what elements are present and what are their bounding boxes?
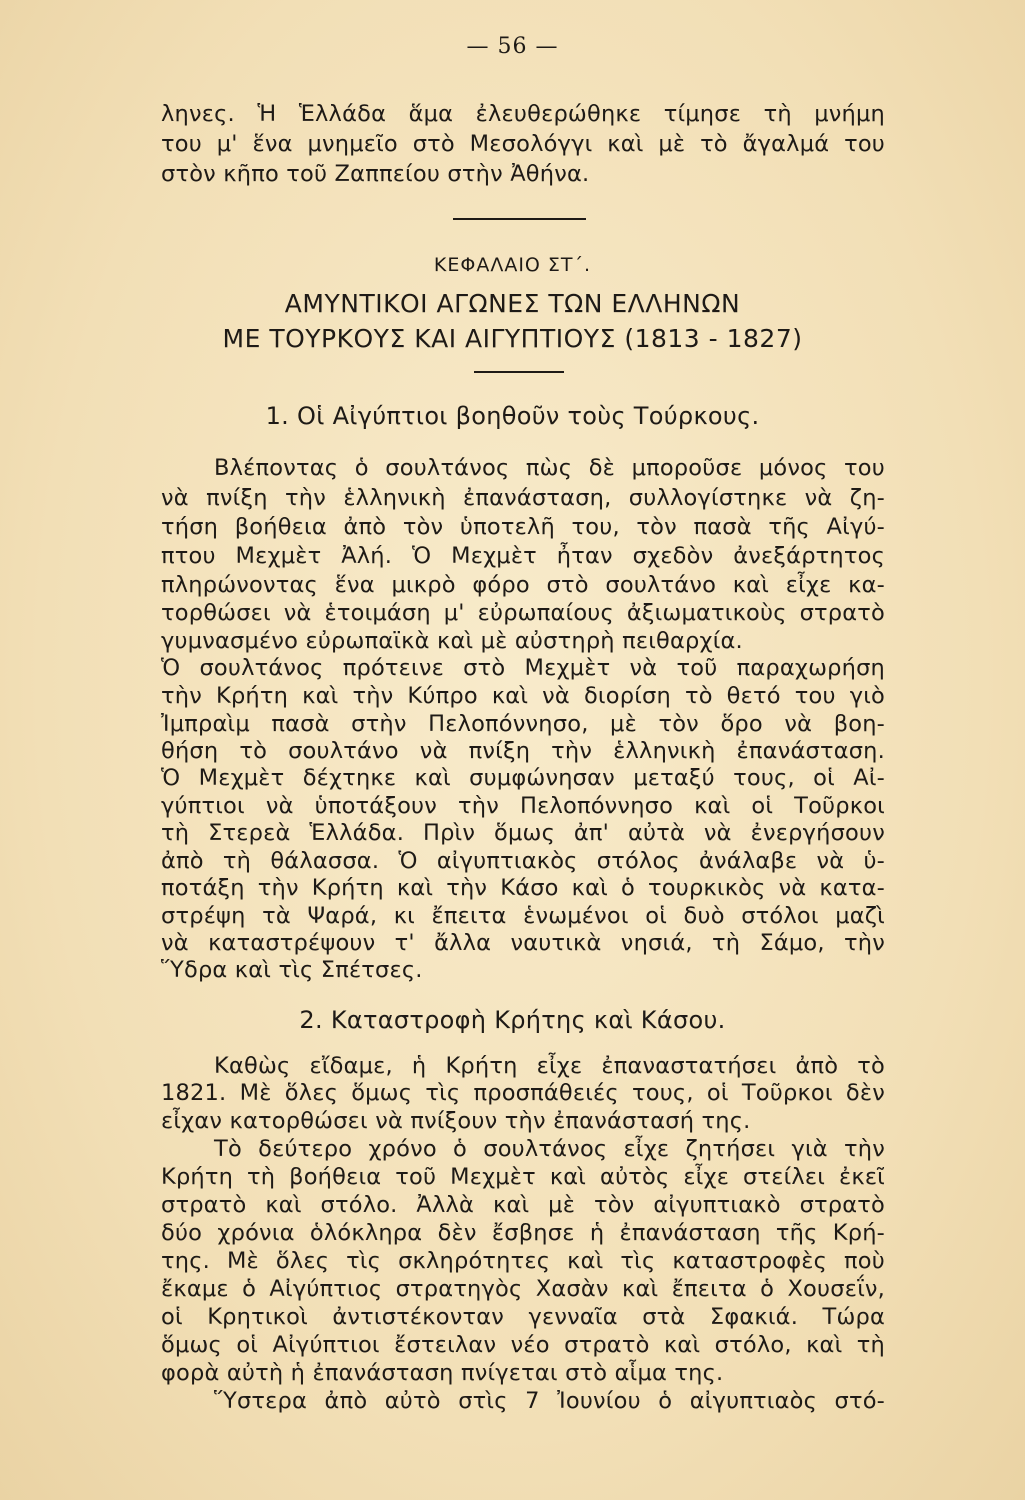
text-line: Κρήτη τὴ βοήθεια τοῦ Μεχμὲτ καὶ αὐτὸς εἶχε στείλει ἐκεῖ <box>161 1164 885 1190</box>
text-line: στρατὸ καὶ στόλο. Ἀλλὰ καὶ μὲ τὸν αἰγυπτιακὸ στρατὸ <box>161 1192 885 1218</box>
text-line: στρέψη τὰ Ψαρά, κι ἔπειτα ἑνωμένοι οἱ δυὸ στόλοι μαζὶ <box>161 903 885 929</box>
text-line: Καθὼς εἴδαμε, ἡ Κρήτη εἶχε ἐπαναστατήσει ἀπὸ τὸ <box>214 1053 885 1079</box>
page-number: — 56 — <box>466 34 559 59</box>
text-line: ποτάξη τὴν Κρήτη καὶ τὴν Κάσο καὶ ὁ τουρκικὸς νὰ κατα- <box>161 875 885 901</box>
text-line: του μ' ἕνα μνημεῖο στὸ Μεσολόγγι καὶ μὲ τὸ ἄγαλμά του <box>161 131 885 157</box>
text-line: 1821. Μὲ ὅλες ὅμως τὶς προσπάθειές τους, οἱ Τοῦρκοι δὲν <box>161 1080 885 1106</box>
chapter-title-line1: ΑΜΥΝΤΙΚΟΙ ΑΓΩΝΕΣ ΤΩΝ ΕΛΛΗΝΩΝ <box>284 289 741 318</box>
divider-rule <box>453 218 586 220</box>
divider-rule <box>474 371 564 373</box>
text-line: ὅμως οἱ Αἰγύπτιοι ἔστειλαν νέο στρατὸ καὶ στόλο, καὶ τὴ <box>161 1332 885 1358</box>
section-title: 1. Οἱ Αἰγύπτιοι βοηθοῦν τοὺς Τούρκους. <box>265 402 760 430</box>
text-line: εἶχαν κατορθώσει νὰ πνίξουν τὴν ἐπανάστασή της. <box>161 1108 751 1134</box>
text-line: νὰ καταστρέψουν τ' ἄλλα ναυτικὰ νησιά, τὴ Σάμο, τὴν <box>161 930 885 956</box>
text-line: γυμνασμένο εὐρωπαϊκὰ καὶ μὲ αὐστηρὴ πειθαρχία. <box>161 628 743 654</box>
text-line: Ὁ σουλτάνος πρότεινε στὸ Μεχμὲτ νὰ τοῦ παραχωρήση <box>161 655 885 681</box>
text-line: τὴν Κρήτη καὶ τὴν Κύπρο καὶ νὰ διορίση τὸ θετό του γιὸ <box>161 683 885 709</box>
text-line: δύο χρόνια ὁλόκληρα δὲν ἔσβησε ἡ ἐπανάσταση τῆς Κρή- <box>161 1220 885 1246</box>
text-line: πληρώνοντας ἕνα μικρὸ φόρο στὸ σουλτάνο καὶ εἶχε κα- <box>161 572 885 598</box>
text-line: νὰ πνίξη τὴν ἑλληνικὴ ἐπανάσταση, συλλογίστηκε νὰ ζη- <box>161 485 885 511</box>
chapter-title-line2: ΜΕ ΤΟΥΡΚΟΥΣ ΚΑΙ ΑΙΓΥΠΤΙΟΥΣ (1813 - 1827) <box>222 324 803 353</box>
text-line: Ἰμπραὶμ πασὰ στὴν Πελοπόννησο, μὲ τὸν ὅρο νὰ βοη- <box>161 711 885 737</box>
section-title: 2. Καταστροφὴ Κρήτης καὶ Κάσου. <box>299 1006 726 1034</box>
text-line: ληνες. Ἡ Ἑλλάδα ἅμα ἐλευθερώθηκε τίμησε τὴ μνήμη <box>161 101 885 127</box>
text-line: θήση τὸ σουλτάνο νὰ πνίξη τὴν ἑλληνικὴ ἐπανάσταση. <box>161 738 885 764</box>
text-line: τήση βοήθεια ἀπὸ τὸν ὑποτελῆ του, τὸν πασὰ τῆς Αἰγύ- <box>161 514 885 540</box>
text-line: Ὕστερα ἀπὸ αὐτὸ στὶς 7 Ἰουνίου ὁ αἰγυπτιαὸς στό- <box>214 1388 885 1414</box>
text-line: οἱ Κρητικοὶ ἀντιστέκονταν γενναῖα στὰ Σφακιά. Τώρα <box>161 1304 885 1330</box>
text-line: ἔκαμε ὁ Αἰγύπτιος στρατηγὸς Χασὰν καὶ ἔπειτα ὁ Χουσεΐν, <box>161 1276 885 1302</box>
text-line: Ὕδρα καὶ τὶς Σπέτσες. <box>161 957 423 983</box>
text-line: Βλέποντας ὁ σουλτάνος πὼς δὲ μποροῦσε μόνος του <box>214 455 885 481</box>
text-line: τορθώσει νὰ ἑτοιμάση μ' εὐρωπαίους ἀξιωματικοὺς στρατὸ <box>161 600 885 626</box>
chapter-label: ΚΕΦΑΛΑΙΟ ΣΤ΄. <box>433 254 592 276</box>
text-line: ἀπὸ τὴ θάλασσα. Ὁ αἰγυπτιακὸς στόλος ἀνάλαβε νὰ ὑ- <box>161 848 885 874</box>
text-line: γύπτιοι νὰ ὑποτάξουν τὴν Πελοπόννησο καὶ οἱ Τοῦρκοι <box>161 793 885 819</box>
text-line: της. Μὲ ὅλες τὶς σκληρότητες καὶ τὶς καταστροφὲς ποὺ <box>161 1248 885 1274</box>
text-line: πτου Μεχμὲτ Ἀλή. Ὁ Μεχμὲτ ἦταν σχεδὸν ἀνεξάρτητος <box>161 543 885 569</box>
text-line: Τὸ δεύτερο χρόνο ὁ σουλτάνος εἶχε ζητήσει γιὰ τὴν <box>214 1136 885 1162</box>
text-line: στὸν κῆπο τοῦ Ζαππείου στὴν Ἀθήνα. <box>161 161 590 187</box>
text-line: φορὰ αὐτὴ ἡ ἐπανάσταση πνίγεται στὸ αἷμα της. <box>161 1360 724 1386</box>
text-line: Ὁ Μεχμὲτ δέχτηκε καὶ συμφώνησαν μεταξύ τους, οἱ Αἰ- <box>161 765 885 791</box>
text-line: τὴ Στερεὰ Ἑλλάδα. Πρὶν ὅμως ἀπ' αὐτὰ νὰ ἐνεργήσουν <box>161 820 885 846</box>
